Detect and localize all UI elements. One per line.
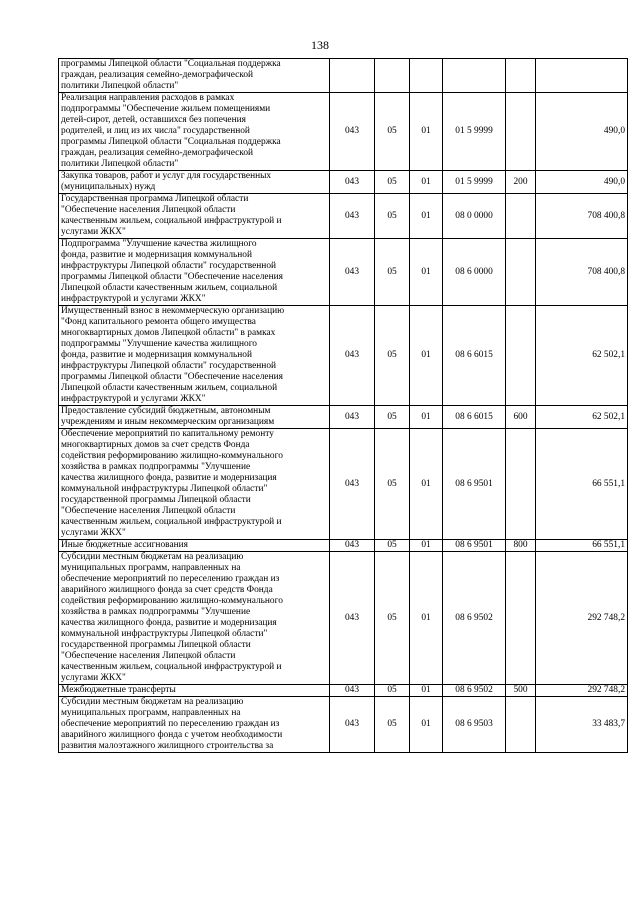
table-row xyxy=(59,685,628,697)
section-code-cell: 05 xyxy=(375,685,410,697)
expense-type-cell xyxy=(506,552,536,685)
row-name-cell: Обеспечение мероприятий по капитальному ремонту многоквартирных домов за счет средств Фонда содействия реформированию жилищно-коммунального хозяйства в рамках подпрограммы "Улучшение качества жилищного фонда, развитие и модернизация коммунальной инфраструктуры Липецкой области" государственной программы Липецкой области "Обеспечение населения Липецкой области качественным жильем, социальной инфраструктурой и услугами ЖКХ" xyxy=(59,429,330,540)
row-name-cell: Закупка товаров, работ и услуг для государственных (муниципальных) нужд xyxy=(59,171,330,194)
section-code-cell: 05 xyxy=(375,540,410,552)
table-row xyxy=(59,540,628,552)
target-article-cell: 08 6 9501 xyxy=(443,540,506,552)
table-row xyxy=(59,429,628,540)
expense-type-cell xyxy=(506,306,536,406)
table-row xyxy=(59,59,628,93)
subsection-code-cell: 01 xyxy=(410,552,443,685)
amount-cell: 66 551,1 xyxy=(536,540,628,552)
target-article-cell: 01 5 9999 xyxy=(443,93,506,171)
amount-cell: 490,0 xyxy=(536,93,628,171)
target-article-cell: 08 6 9503 xyxy=(443,697,506,753)
subsection-code-cell xyxy=(410,59,443,93)
target-article-cell: 08 0 0000 xyxy=(443,194,506,239)
amount-cell: 292 748,2 xyxy=(536,552,628,685)
ministry-code-cell: 043 xyxy=(330,194,375,239)
ministry-code-cell: 043 xyxy=(330,306,375,406)
ministry-code-cell: 043 xyxy=(330,171,375,194)
expense-type-cell xyxy=(506,429,536,540)
row-name-cell: программы Липецкой области "Социальная поддержка граждан, реализация семейно-демографической политики Липецкой области" xyxy=(59,59,330,93)
amount-cell: 490,0 xyxy=(536,171,628,194)
table-row xyxy=(59,239,628,306)
section-code-cell: 05 xyxy=(375,697,410,753)
ministry-code-cell xyxy=(330,59,375,93)
target-article-cell: 08 6 6015 xyxy=(443,306,506,406)
amount-cell: 66 551,1 xyxy=(536,429,628,540)
section-code-cell: 05 xyxy=(375,306,410,406)
subsection-code-cell: 01 xyxy=(410,685,443,697)
table-row xyxy=(59,171,628,194)
expense-type-cell xyxy=(506,59,536,93)
subsection-code-cell: 01 xyxy=(410,306,443,406)
amount-cell: 708 400,8 xyxy=(536,194,628,239)
ministry-code-cell: 043 xyxy=(330,685,375,697)
table-row xyxy=(59,406,628,429)
section-code-cell: 05 xyxy=(375,194,410,239)
row-name-cell: Государственная программа Липецкой области "Обеспечение населения Липецкой области качественным жильем, социальной инфраструктурой и услугами ЖКХ" xyxy=(59,194,330,239)
target-article-cell: 01 5 9999 xyxy=(443,171,506,194)
target-article-cell: 08 6 9501 xyxy=(443,429,506,540)
subsection-code-cell: 01 xyxy=(410,697,443,753)
expense-type-cell xyxy=(506,239,536,306)
ministry-code-cell: 043 xyxy=(330,429,375,540)
ministry-code-cell: 043 xyxy=(330,552,375,685)
ministry-code-cell: 043 xyxy=(330,697,375,753)
subsection-code-cell: 01 xyxy=(410,194,443,239)
target-article-cell: 08 6 0000 xyxy=(443,239,506,306)
page-number: 138 xyxy=(311,38,329,52)
table-row xyxy=(59,697,628,753)
subsection-code-cell: 01 xyxy=(410,540,443,552)
ministry-code-cell: 043 xyxy=(330,406,375,429)
expense-type-cell xyxy=(506,697,536,753)
row-name-cell: Предоставление субсидий бюджетным, автономным учреждениям и иным некоммерческим организациям xyxy=(59,406,330,429)
table-row xyxy=(59,194,628,239)
table-row xyxy=(59,552,628,685)
subsection-code-cell: 01 xyxy=(410,406,443,429)
row-name-cell: Подпрограмма "Улучшение качества жилищного фонда, развитие и модернизация коммунальной инфраструктуры Липецкой области" государственной программы Липецкой области "Обеспечение населения Липецкой области качественным жильем, социальной инфраструктурой и услугами ЖКХ" xyxy=(59,239,330,306)
subsection-code-cell: 01 xyxy=(410,171,443,194)
subsection-code-cell: 01 xyxy=(410,239,443,306)
row-name-cell: Иные бюджетные ассигнования xyxy=(59,540,330,552)
expense-type-cell xyxy=(506,194,536,239)
amount-cell: 33 483,7 xyxy=(536,697,628,753)
expense-type-cell xyxy=(506,93,536,171)
amount-cell: 62 502,1 xyxy=(536,406,628,429)
section-code-cell: 05 xyxy=(375,406,410,429)
section-code-cell xyxy=(375,59,410,93)
subsection-code-cell: 01 xyxy=(410,429,443,540)
target-article-cell: 08 6 9502 xyxy=(443,685,506,697)
table-row xyxy=(59,93,628,171)
ministry-code-cell: 043 xyxy=(330,540,375,552)
section-code-cell: 05 xyxy=(375,429,410,540)
expense-type-cell: 600 xyxy=(506,406,536,429)
table-row xyxy=(59,306,628,406)
amount-cell: 62 502,1 xyxy=(536,306,628,406)
amount-cell xyxy=(536,59,628,93)
amount-cell: 708 400,8 xyxy=(536,239,628,306)
row-name-cell: Субсидии местным бюджетам на реализацию муниципальных программ, направленных на обеспечение мероприятий по переселению граждан из аварийного жилищного фонда с учетом необходимости развития малоэтажного жилищного строительства за xyxy=(59,697,330,753)
row-name-cell: Имущественный взнос в некоммерческую организацию "Фонд капитального ремонта общего имущества многоквартирных домов Липецкой области" в рамках подпрограммы "Улучшение качества жилищного фонда, развитие и модернизация коммунальной инфраструктуры Липецкой области" государственной программы Липецкой области "Обеспечение населения Липецкой области качественным жильем, социальной инфраструктурой и услугами ЖКХ" xyxy=(59,306,330,406)
expense-type-cell: 500 xyxy=(506,685,536,697)
subsection-code-cell: 01 xyxy=(410,93,443,171)
row-name-cell: Реализация направления расходов в рамках подпрограммы "Обеспечение жильем помещениями детей-сирот, детей, оставшихся без попечения родителей, и лиц из их числа" государственной программы Липецкой области "Социальная поддержка граждан, реализация семейно-демографической политики Липецкой области" xyxy=(59,93,330,171)
budget-table-body xyxy=(59,59,628,753)
expense-type-cell: 800 xyxy=(506,540,536,552)
ministry-code-cell: 043 xyxy=(330,239,375,306)
section-code-cell: 05 xyxy=(375,239,410,306)
expense-type-cell: 200 xyxy=(506,171,536,194)
budget-table xyxy=(58,58,628,753)
row-name-cell: Межбюджетные трансферты xyxy=(59,685,330,697)
target-article-cell: 08 6 6015 xyxy=(443,406,506,429)
amount-cell: 292 748,2 xyxy=(536,685,628,697)
ministry-code-cell: 043 xyxy=(330,93,375,171)
section-code-cell: 05 xyxy=(375,171,410,194)
section-code-cell: 05 xyxy=(375,552,410,685)
section-code-cell: 05 xyxy=(375,93,410,171)
row-name-cell: Субсидии местным бюджетам на реализацию муниципальных программ, направленных на обеспечение мероприятий по переселению граждан из аварийного жилищного фонда за счет средств Фонда содействия реформированию жилищно-коммунального хозяйства в рамках подпрограммы "Улучшение качества жилищного фонда, развитие и модернизация коммунальной инфраструктуры Липецкой области" государственной программы Липецкой области "Обеспечение населения Липецкой области качественным жильем, социальной инфраструктурой и услугами ЖКХ" xyxy=(59,552,330,685)
target-article-cell xyxy=(443,59,506,93)
target-article-cell: 08 6 9502 xyxy=(443,552,506,685)
